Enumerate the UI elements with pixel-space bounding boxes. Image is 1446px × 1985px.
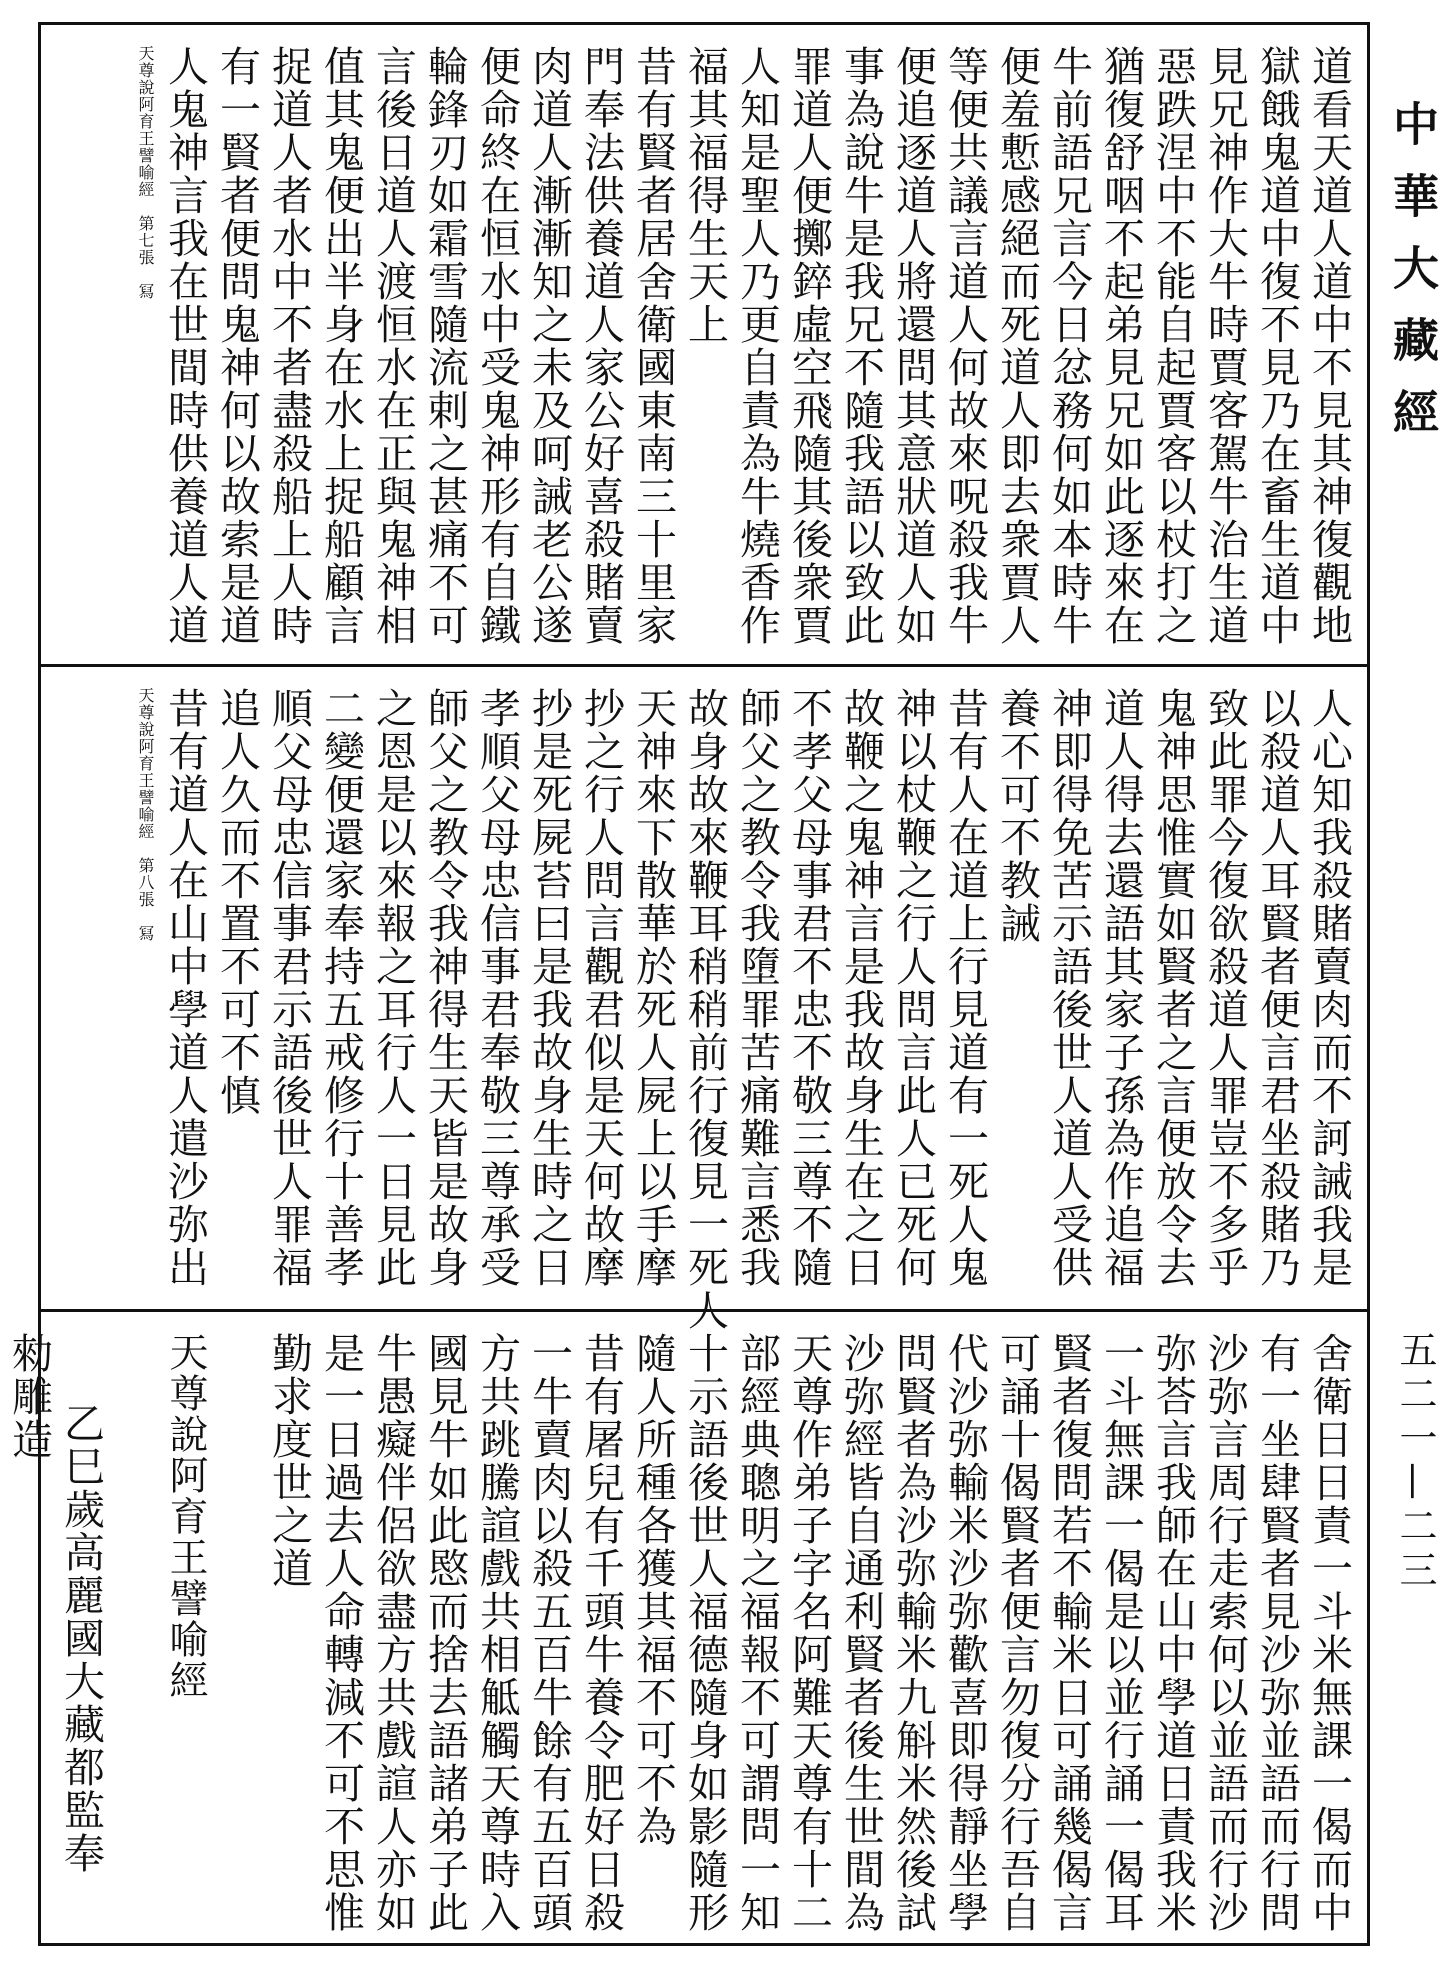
text-column: 勤求度世之道 — [265, 1332, 313, 1590]
text-column: 便追逐道人將還問其意狀道人如 — [889, 45, 937, 647]
collection-title: 中華大藏經 — [1386, 100, 1440, 460]
panel-bottom — [5, 1312, 1367, 1943]
text-column: 昔有屠兒有千頭牛養令肥好日殺 — [577, 1332, 625, 1934]
text-column: 以殺道人耳賢者便言君坐殺賭乃 — [1253, 687, 1301, 1289]
text-column: 不孝父母事君不忠不敬三尊不隨 — [785, 687, 833, 1289]
text-column: 便命終在恒水中受鬼神形有自鐵 — [473, 45, 521, 647]
text-column: 肉道人漸漸知之未及呵誡老公遂 — [525, 45, 573, 647]
text-column: 人心知我殺賭賣肉而不訶誡我是 — [1305, 687, 1353, 1289]
text-column: 致此罪今復欲殺道人罪豈不多乎 — [1201, 687, 1249, 1289]
text-column: 師父之教令我神得生天皆是故身 — [421, 687, 469, 1289]
text-column: 門奉法供養道人家公好喜殺賭賣 — [577, 45, 625, 647]
text-column: 事為說牛是我兄不隨我語以致此 — [837, 45, 885, 647]
text-columns-bottom — [5, 1332, 1353, 1934]
text-column: 追人久而不置不可不慎 — [213, 687, 261, 1117]
text-column: 獄餓鬼道中復不見乃在畜生道中 — [1253, 45, 1301, 647]
column-spacer — [101, 1332, 153, 1923]
text-column: 神即得免苦示語後世人道人受供 — [1045, 687, 1093, 1289]
text-column: 順父母忠信事君示語後世人罪福 — [265, 687, 313, 1289]
text-column: 舍衛日日責一斗米無課一偈而中 — [1305, 1332, 1353, 1934]
text-column: 之恩是以來報之耳行人一日見此 — [369, 687, 417, 1289]
page-number: 五二一—二三 — [1393, 1330, 1437, 1594]
text-column: 牛愚癡伴侶欲盡方共戲諠人亦如 — [369, 1332, 417, 1934]
text-column: 弥荅言我師在山中學道日責我米 — [1149, 1332, 1197, 1934]
text-column: 惡跌涅中不能自起賈客以杖打之 — [1149, 45, 1197, 647]
text-column: 故鞭之鬼神言是我故身生在之日 — [837, 687, 885, 1289]
text-column: 值其鬼便出半身在水上捉船顧言 — [317, 45, 365, 647]
text-column: 二變便還家奉持五戒修行十善孝 — [317, 687, 365, 1289]
text-column: 隨人所種各獲其福不可不為 — [629, 1332, 677, 1848]
margin-note: 天尊說阿育王譬喻經 第八張 冩 — [136, 687, 155, 942]
text-column: 國見牛如此愍而捨去語諸弟子此 — [421, 1332, 469, 1934]
text-column: 是一日過去人命轉減不可不思惟 — [317, 1332, 365, 1934]
text-column: 故身故來鞭耳稍稍前行復見一死人 — [681, 687, 729, 1332]
text-column: 有一坐肆賢者見沙弥並語而行問 — [1253, 1332, 1301, 1934]
text-column: 捉道人者水中不者盡殺船上人時 — [265, 45, 313, 647]
text-column: 乙巳歲高麗國大藏都監奉 — [57, 1402, 105, 1875]
text-column: 部經典聰明之福報不可謂問一知 — [733, 1332, 781, 1934]
margin-note: 天尊說阿育王譬喻經 第七張 冩 — [136, 45, 155, 300]
panel-middle — [41, 667, 1367, 1332]
text-columns-middle — [61, 687, 1353, 1332]
text-column: 昔有賢者居舍衛國東南三十里家 — [629, 45, 677, 647]
text-column: 可誦十偈賢者便言勿復分行吾自 — [993, 1332, 1041, 1934]
text-column: 抄之行人問言觀君似是天何故摩 — [577, 687, 625, 1289]
page-frame — [5, 22, 1370, 1946]
text-column: 牛前語兄言今日忿務何如本時牛 — [1045, 45, 1093, 647]
text-column: 人鬼神言我在世間時供養道人道 — [161, 45, 209, 647]
text-column: 養不可不教誡 — [993, 687, 1041, 945]
text-column: 神以杖鞭之行人問言此人已死何 — [889, 687, 937, 1289]
text-column: 十示語後世人福德隨身如影隨形 — [681, 1332, 729, 1934]
text-column: 師父之教令我墮罪苦痛難言悉我 — [733, 687, 781, 1289]
text-column: 天神來下散華於死人屍上以手摩 — [629, 687, 677, 1289]
text-column: 道看天道人道中不見其神復觀地 — [1305, 45, 1353, 647]
text-column: 等便共議言道人何故來呪殺我牛 — [941, 45, 989, 647]
text-column: 輪鋒刃如霜雪隨流剌之甚痛不可 — [421, 45, 469, 647]
text-column: 有一賢者便問鬼神何以故索是道 — [213, 45, 261, 647]
text-column: 勑雕造 — [5, 1332, 53, 1461]
text-column: 猶復舒咽不起弟見兄如此逐來在 — [1097, 45, 1145, 647]
sutra-title: 天尊說阿育王譬喻經 — [163, 1332, 208, 1701]
text-column: 人知是聖人乃更自責為牛燒香作 — [733, 45, 781, 647]
column-spacer — [205, 1332, 257, 1923]
text-column: 昔有道人在山中學道人遣沙弥出 — [161, 687, 209, 1289]
text-column: 孝順父母忠信事君奉敬三尊承受 — [473, 687, 521, 1289]
text-column: 抄是死屍苔曰是我故身生時之日 — [525, 687, 573, 1289]
text-column: 問賢者為沙弥輸米九斛米然後試 — [889, 1332, 937, 1934]
text-column: 昔有人在道上行見道有一死人鬼 — [941, 687, 989, 1289]
text-column: 沙弥經皆自通利賢者後生世間為 — [837, 1332, 885, 1934]
text-column: 天尊作弟子字名阿難天尊有十二 — [785, 1332, 833, 1934]
text-column: 方共跳騰諠戲共相觝觸天尊時入 — [473, 1332, 521, 1934]
panel-top — [41, 25, 1367, 667]
text-column: 一牛賣肉以殺五百牛餘有五百頭 — [525, 1332, 573, 1934]
text-column: 罪道人便擲錊虛空飛隨其後衆賈 — [785, 45, 833, 647]
text-column: 言後日道人渡恒水在正與鬼神相 — [369, 45, 417, 647]
text-column: 賢者復問若不輸米日可誦幾偈言 — [1045, 1332, 1093, 1934]
text-column: 一斗無課一偈是以並行誦一偈耳 — [1097, 1332, 1145, 1934]
text-column: 鬼神思惟實如賢者之言便放令去 — [1149, 687, 1197, 1289]
text-column: 便羞慙感絕而死道人即去衆賈人 — [993, 45, 1041, 647]
text-columns-top — [61, 45, 1353, 647]
text-column: 代沙弥輸米沙弥歡喜即得靜坐學 — [941, 1332, 989, 1934]
text-column: 見兄神作大牛時賈客駕牛治生道 — [1201, 45, 1249, 647]
text-column: 福其福得生天上 — [681, 45, 729, 346]
text-column: 道人得去還語其家子孫為作追福 — [1097, 687, 1145, 1289]
text-column: 沙弥言周行走索何以並語而行沙 — [1201, 1332, 1249, 1934]
